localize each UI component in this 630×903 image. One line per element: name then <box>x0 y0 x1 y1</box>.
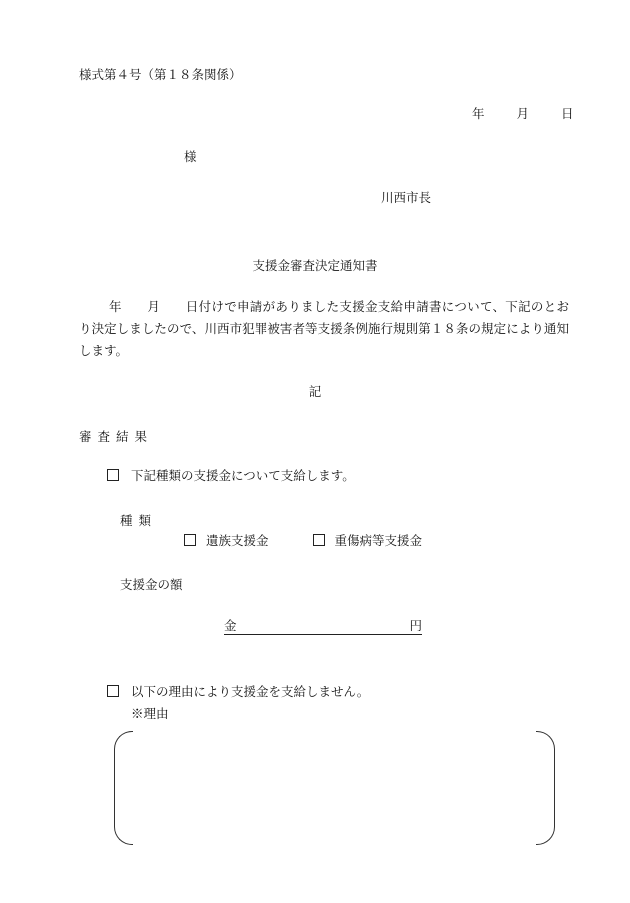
addressee-suffix: 様 <box>184 149 197 164</box>
kind-choice-bereaved <box>184 533 269 548</box>
result-heading: 審査結果 <box>79 429 154 444</box>
kind-bereaved-checkbox[interactable] <box>184 534 196 546</box>
amount-prefix: 金 <box>224 618 237 633</box>
amount-suffix: 円 <box>409 618 422 633</box>
kind-injury-label: 重傷病等支援金 <box>334 533 423 548</box>
amount-field[interactable] <box>224 618 422 635</box>
option-no-pay-label: 以下の理由により支援金を支給しません。 <box>131 684 370 699</box>
kind-injury-checkbox[interactable] <box>313 534 325 546</box>
date-year-label: 年 <box>472 106 485 121</box>
reason-bracket-left <box>114 731 133 845</box>
body-paragraph: 年 月 日付けで申請がありました支援金支給申請書について、下記のとおり決定しましたので、川西市犯罪被害者等支援条例施行規則第１８条の規定により通知します。 <box>79 299 569 358</box>
option-pay-label: 下記種類の支援金について支給します。 <box>131 468 355 483</box>
ki-heading: 記 <box>308 384 322 399</box>
date-day-label: 日 <box>561 106 574 121</box>
kind-choice-injury <box>313 533 423 548</box>
kind-bereaved-label: 遺族支援金 <box>206 533 269 548</box>
date-line <box>472 106 574 121</box>
pay-checkbox[interactable] <box>107 469 119 481</box>
amount-label: 支援金の額 <box>120 577 183 592</box>
option-no-pay <box>107 684 369 699</box>
reason-label: ※理由 <box>131 706 169 721</box>
form-number: 様式第４号（第１８条関係） <box>79 67 242 82</box>
document-title: 支援金審査決定通知書 <box>252 258 378 273</box>
kinds-label: 種類 <box>120 513 158 528</box>
option-pay <box>107 468 355 483</box>
no-pay-checkbox[interactable] <box>107 685 119 697</box>
date-month-label: 月 <box>516 106 530 121</box>
sender-name: 川西市長 <box>381 190 432 205</box>
reason-bracket-right <box>536 731 555 845</box>
kinds-row <box>184 533 422 548</box>
